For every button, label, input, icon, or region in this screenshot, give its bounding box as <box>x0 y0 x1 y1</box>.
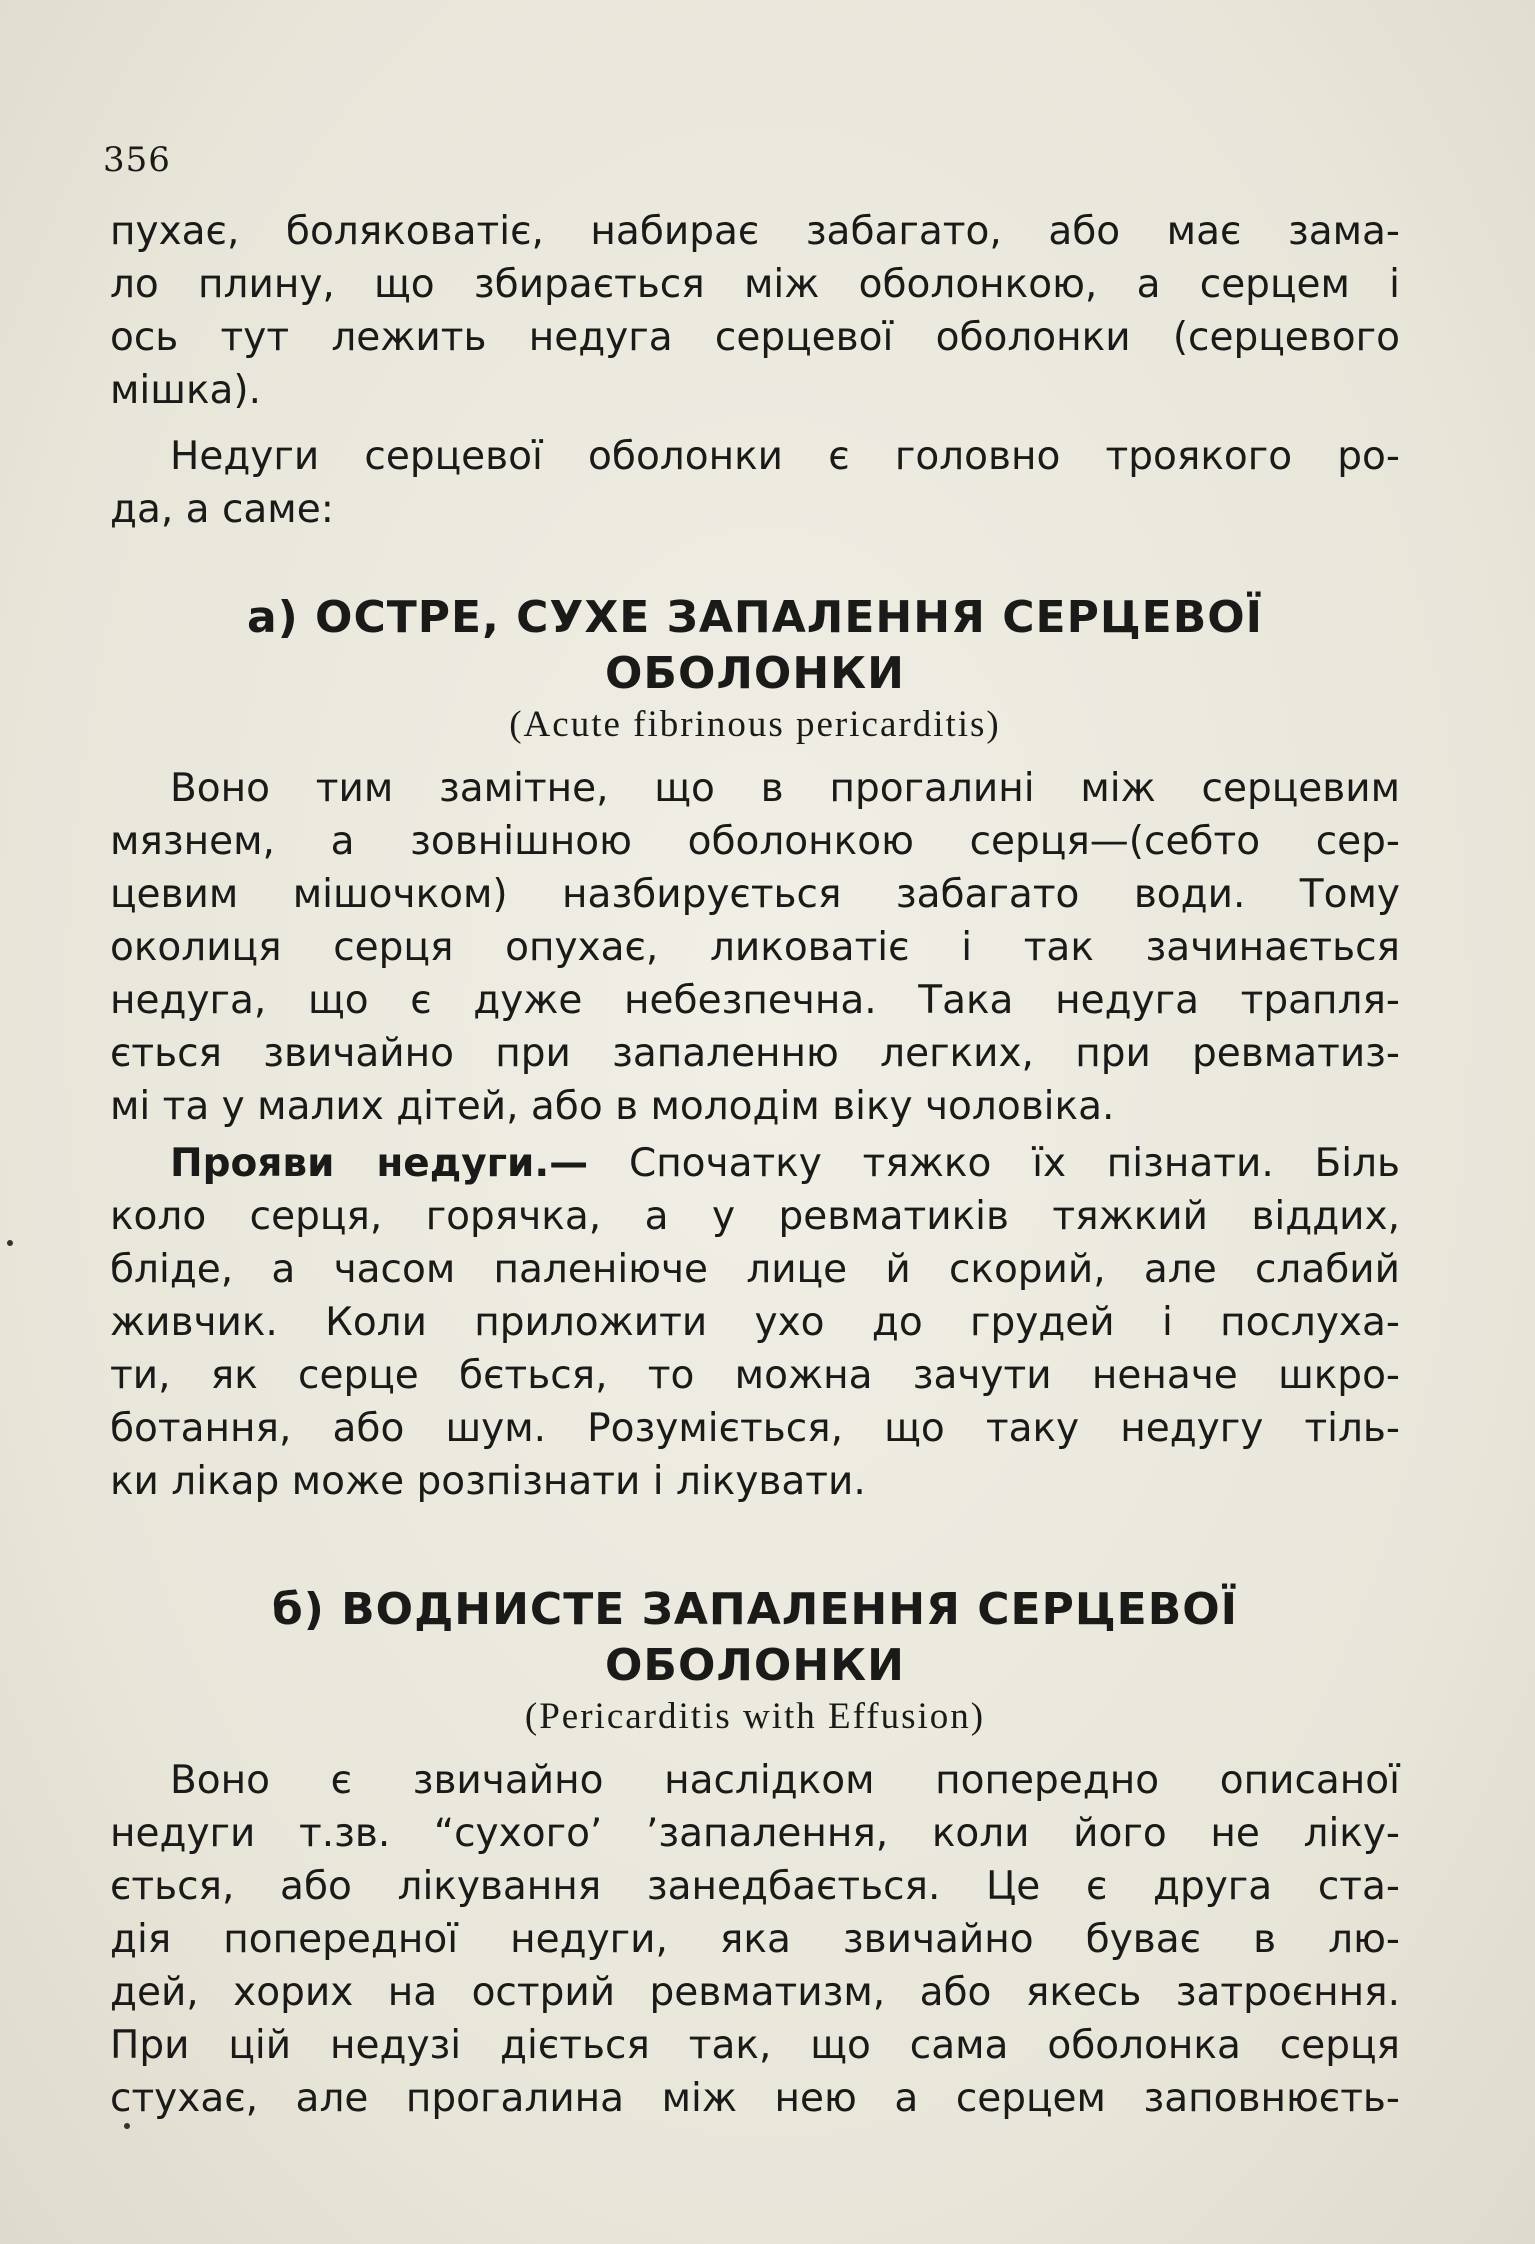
symptoms-lead-rest: Спочатку тяжко їх пізнати. Біль <box>588 1141 1401 1186</box>
text-line: Недуги серцевої оболонки є головно троякого ро- <box>170 434 1400 479</box>
text-line: ється звичайно при запаленню легких, при ревматиз- <box>110 1031 1400 1076</box>
section-b-paragraph-1 <box>110 1754 1400 2125</box>
text-line: бліде, а часом паленіюче лице й скорий, але слабий <box>110 1247 1400 1292</box>
text-line: стухає, але прогалина між нею а серцем заповнюєть- <box>110 2076 1400 2121</box>
text-line: мязнем, а зовнішною оболонкою серця—(себто сер- <box>110 819 1400 864</box>
text-line: мі та у малих дітей, або в молодім віку чоловіка. <box>110 1084 1115 1129</box>
intro-text-2 <box>110 430 1400 536</box>
text-line <box>110 1137 1400 1190</box>
text-line: При цій недузі діється так, що сама оболонка серця <box>110 2023 1400 2068</box>
text-line: да, а саме: <box>110 487 334 532</box>
section-a-heading <box>110 590 1400 748</box>
section-b-heading <box>110 1582 1400 1740</box>
intro-paragraph <box>110 205 1400 417</box>
text-line: ти, як серце бється, то можна зачути неначе шкро- <box>110 1353 1400 1398</box>
text-line: недуга, що є дуже небезпечна. Така недуга трапля- <box>110 978 1400 1023</box>
text-line: ло плину, що збирається між оболонкою, а серцем і <box>110 262 1400 307</box>
section-b-title-line1: б) ВОДНИСТЕ ЗАПАЛЕННЯ СЕРЦЕВОЇ <box>271 1584 1239 1635</box>
section-b-subtitle: (Pericarditis with Effusion) <box>524 1696 986 1737</box>
text-line: ється, або лікування занедбається. Це є друга ста- <box>110 1864 1400 1909</box>
section-a-title-line1: а) ОСТРЕ, СУХЕ ЗАПАЛЕННЯ СЕРЦЕВОЇ <box>246 592 1264 643</box>
text-line: дія попередної недуги, яка звичайно буває в лю- <box>110 1917 1400 1962</box>
text-line: Воно тим замітне, що в прогалині між серцевим <box>170 766 1400 811</box>
intro-text <box>110 205 1400 417</box>
text-line: ки лікар може розпізнати і лікувати. <box>110 1459 866 1504</box>
section-a-title-line2: ОБОЛОНКИ <box>605 648 905 699</box>
text-line: цевим мішочком) назбирується забагато води. Тому <box>110 872 1400 917</box>
text-line: коло серця, горячка, а у ревматиків тяжкий віддих, <box>110 1194 1400 1239</box>
print-speck <box>7 1240 13 1246</box>
text-line: околиця серця опухає, ликоватіє і так зачинається <box>110 925 1400 970</box>
page-number: 356 <box>103 140 171 180</box>
section-b-text-1 <box>110 1754 1400 2125</box>
section-a-paragraph-1 <box>110 762 1400 1133</box>
text-line: дей, хорих на острий ревматизм, або якесь затроєння. <box>110 1970 1400 2015</box>
print-speck <box>124 2123 130 2129</box>
text-line: живчик. Коли приложити ухо до грудей і послуха- <box>110 1300 1400 1345</box>
section-a-text-2 <box>110 1137 1400 1508</box>
symptoms-lead: Прояви недуги.— <box>170 1141 589 1186</box>
text-line: мішка). <box>110 368 262 413</box>
text-line: пухає, боляковатіє, набирає забагато, або має зама- <box>110 209 1400 254</box>
text-line: Воно є звичайно наслідком попередно описаної <box>170 1758 1400 1803</box>
section-a-paragraph-2 <box>110 1137 1400 1508</box>
text-line: ось тут лежить недуга серцевої оболонки (серцевого <box>110 315 1400 360</box>
section-a-text-1 <box>110 762 1400 1133</box>
text-line: ботання, або шум. Розуміється, що таку недугу тіль- <box>110 1406 1400 1451</box>
section-b-title-line2: ОБОЛОНКИ <box>605 1640 905 1691</box>
section-a-subtitle: (Acute fibrinous pericarditis) <box>509 704 1001 745</box>
intro-paragraph-2 <box>110 430 1400 536</box>
text-line: недуги т.зв. “сухого’ ’запалення, коли його не ліку- <box>110 1811 1400 1856</box>
